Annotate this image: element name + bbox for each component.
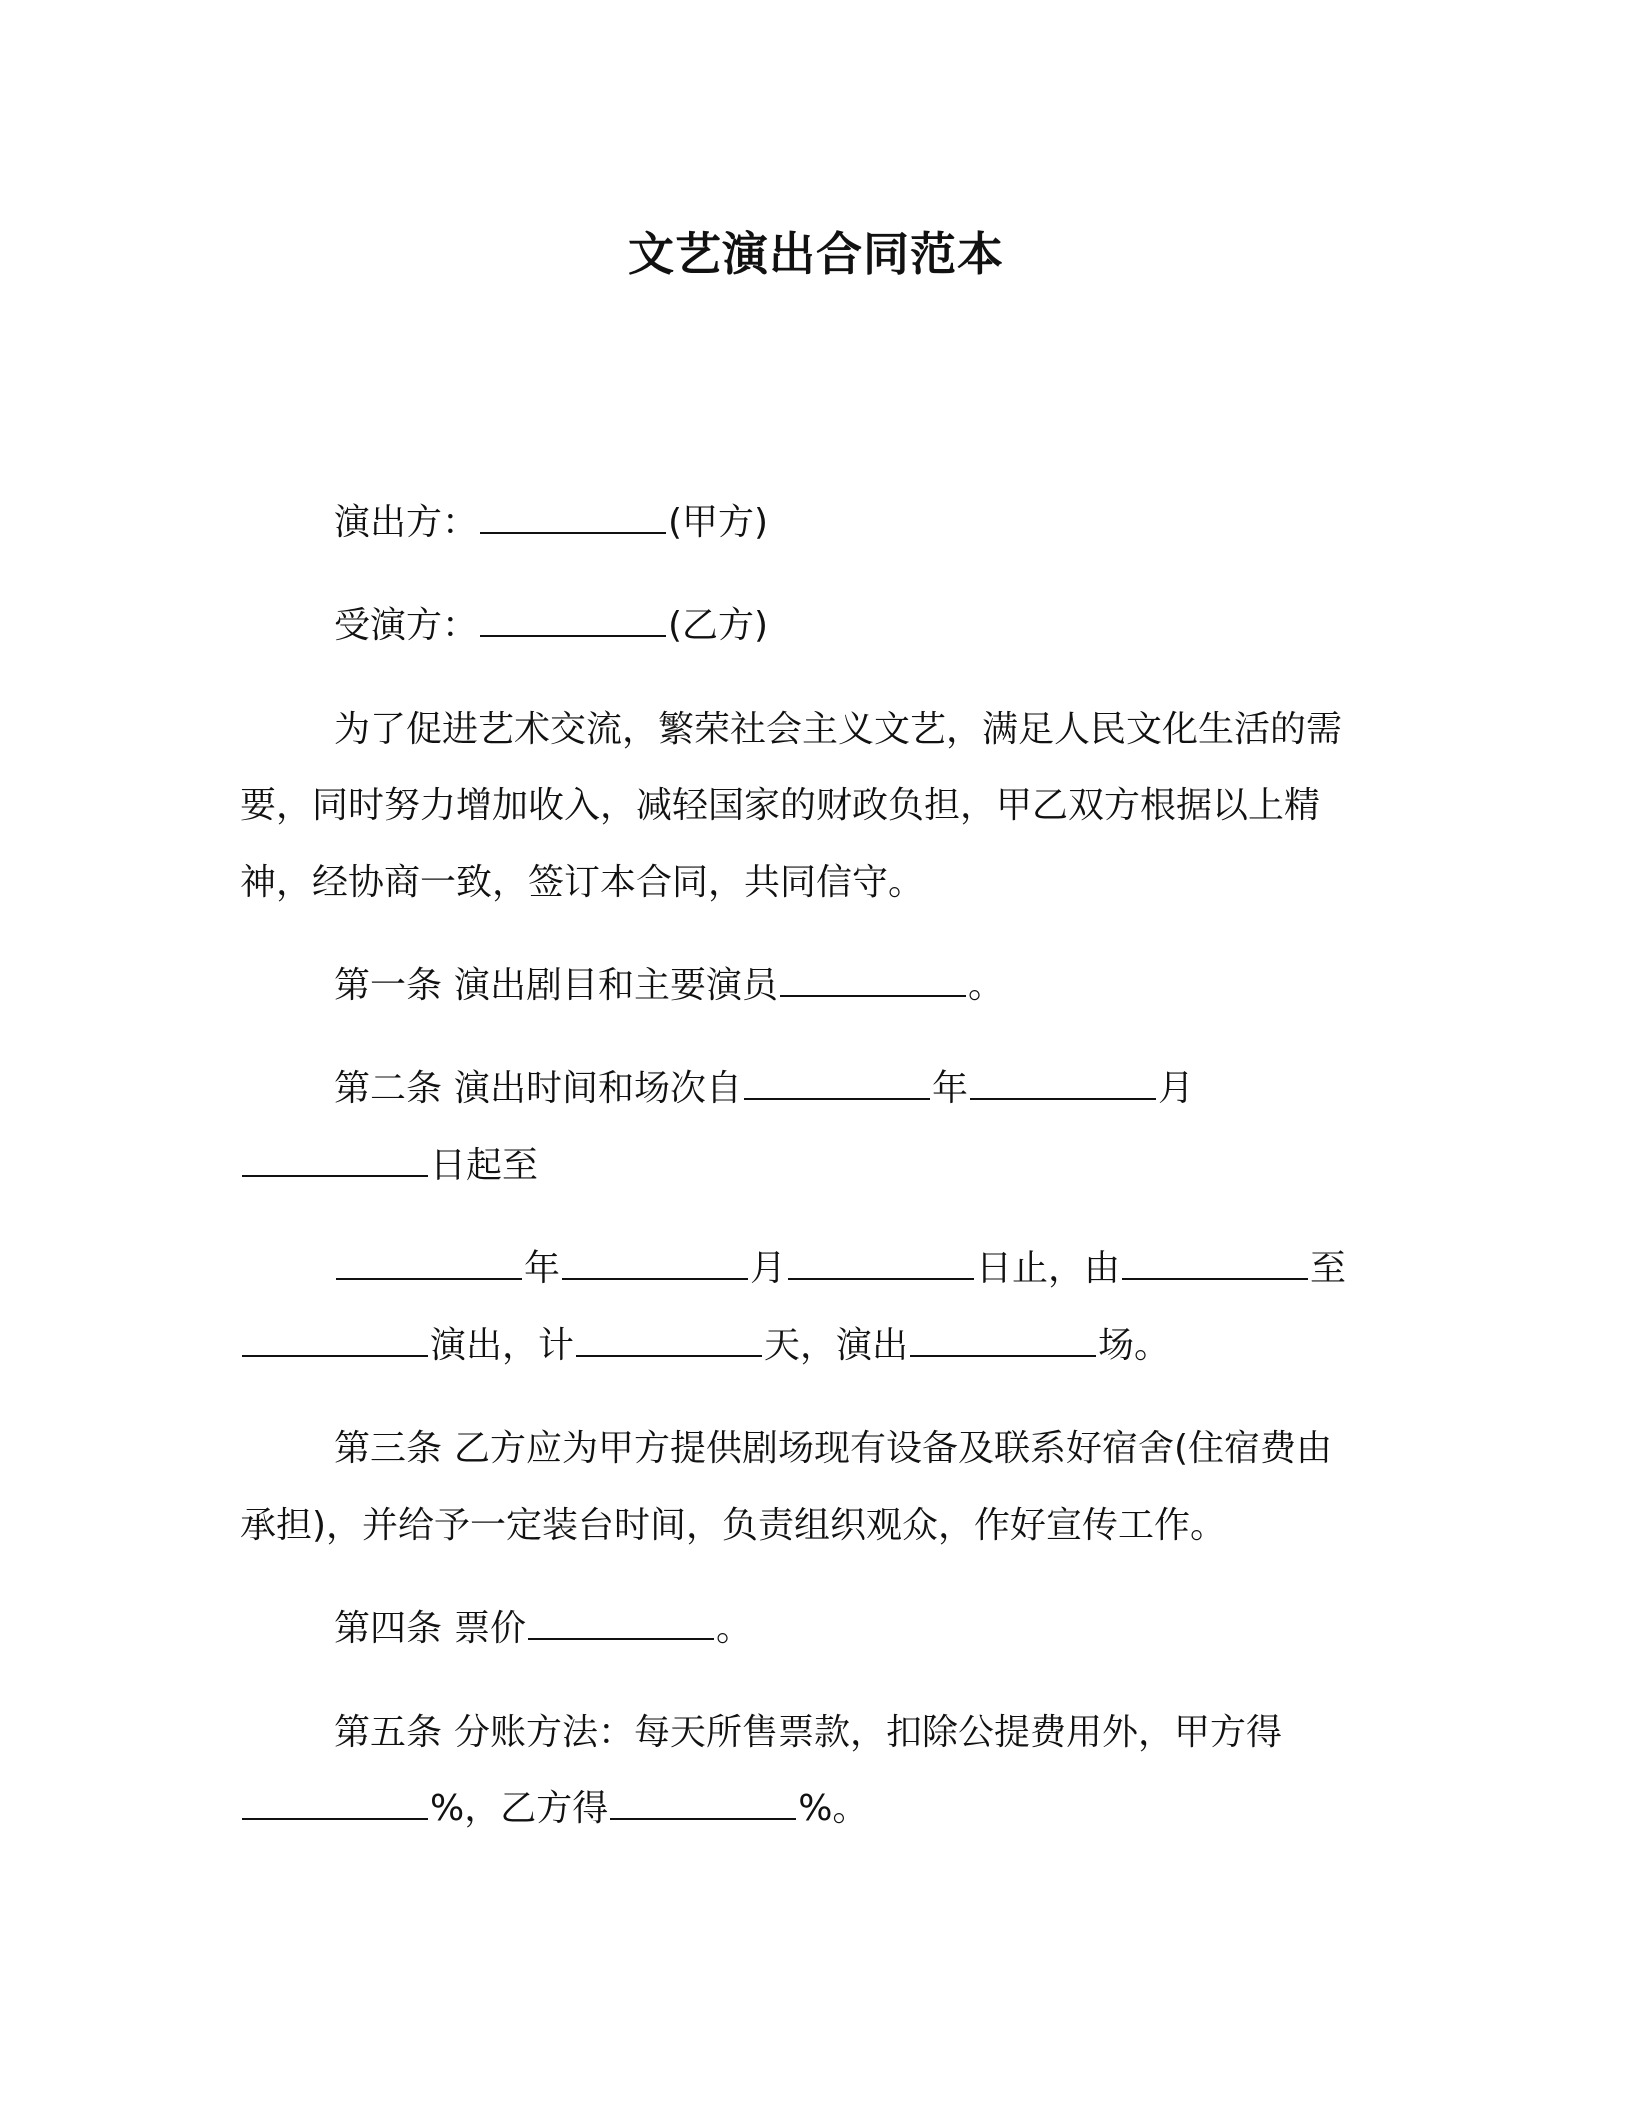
party-b-blank [480,601,666,637]
article-2-day-from-label: 日起至 [430,1145,539,1186]
party-b-suffix: (乙方) [668,605,769,646]
article-1-heading: 第一条 [334,965,443,1006]
article-2-shows-blank [910,1321,1096,1357]
article-4-blank [528,1604,714,1640]
article-2-month-label: 月 [1158,1068,1195,1109]
article-5-text: 分账方法：每天所售票款，扣除公提费用外，甲方得 [454,1712,1283,1753]
article-3-line-2: 承担)，并给予一定装台时间，负责组织观众，作好宣传工作。 [240,1505,1227,1546]
party-b-line [334,600,768,652]
article-2-from-place-blank [1122,1244,1308,1280]
article-5-party-b-pct-blank [610,1784,796,1820]
document-title: 文艺演出合同范本 [628,227,1004,281]
article-3-heading: 第三条 [334,1428,443,1469]
article-2-to-label: 至 [1310,1248,1347,1289]
article-2-line-2 [240,1140,538,1192]
article-2-perform-label: 演出，计 [430,1325,575,1366]
article-1 [334,960,1004,1012]
article-2-shows-label: 场。 [1098,1325,1171,1366]
article-2-year-label: 年 [932,1068,969,1109]
article-5-line-1 [334,1707,1282,1759]
article-5-pct-a-label: %，乙方得 [430,1788,609,1829]
article-2-line-3 [334,1243,1346,1295]
article-2-end-day-blank [788,1244,974,1280]
article-2-end-month-label: 月 [750,1248,787,1289]
preamble-line-2: 要，同时努力增加收入，减轻国家的财政负担，甲乙双方根据以上精 [240,785,1321,826]
article-2-days-blank [576,1321,762,1357]
article-2-start-month-blank [970,1064,1156,1100]
preamble-line-3: 神，经协商一致，签订本合同，共同信守。 [240,862,925,903]
article-5-party-a-pct-blank [242,1784,428,1820]
article-5-pct-b-label: %。 [798,1788,869,1829]
party-a-label: 演出方： [334,502,479,543]
article-5-heading: 第五条 [334,1712,443,1753]
preamble-line-1: 为了促进艺术交流，繁荣社会主义文艺，满足人民文化生活的需 [334,709,1343,750]
article-2-start-year-blank [744,1064,930,1100]
article-4 [334,1603,752,1655]
article-2-days-label: 天，演出 [764,1325,909,1366]
article-2-end-year-blank [336,1244,522,1280]
article-1-end: 。 [968,965,1005,1006]
article-2-line-1 [334,1063,1194,1115]
article-5-line-2 [240,1783,868,1835]
party-a-blank [480,498,666,534]
party-b-label: 受演方： [334,605,479,646]
article-2-heading: 第二条 [334,1068,443,1109]
article-4-heading: 第四条 [334,1608,443,1649]
article-2-end-year-label: 年 [524,1248,561,1289]
party-a-line [334,497,768,549]
article-4-text: 票价 [454,1608,527,1649]
article-2-text: 演出时间和场次自 [454,1068,743,1109]
article-2-start-day-blank [242,1141,428,1177]
article-1-text: 演出剧目和主要演员 [454,965,779,1006]
article-4-end: 。 [716,1608,753,1649]
article-2-end-month-blank [562,1244,748,1280]
article-2-to-place-blank [242,1321,428,1357]
party-a-suffix: (甲方) [668,502,769,543]
article-3-text-1: 乙方应为甲方提供剧场现有设备及联系好宿舍(住宿费由 [454,1428,1333,1469]
article-2-day-to-label: 日止，由 [976,1248,1121,1289]
article-1-blank [780,961,966,997]
article-3-line-1 [334,1423,1332,1475]
article-2-line-4 [240,1320,1170,1372]
